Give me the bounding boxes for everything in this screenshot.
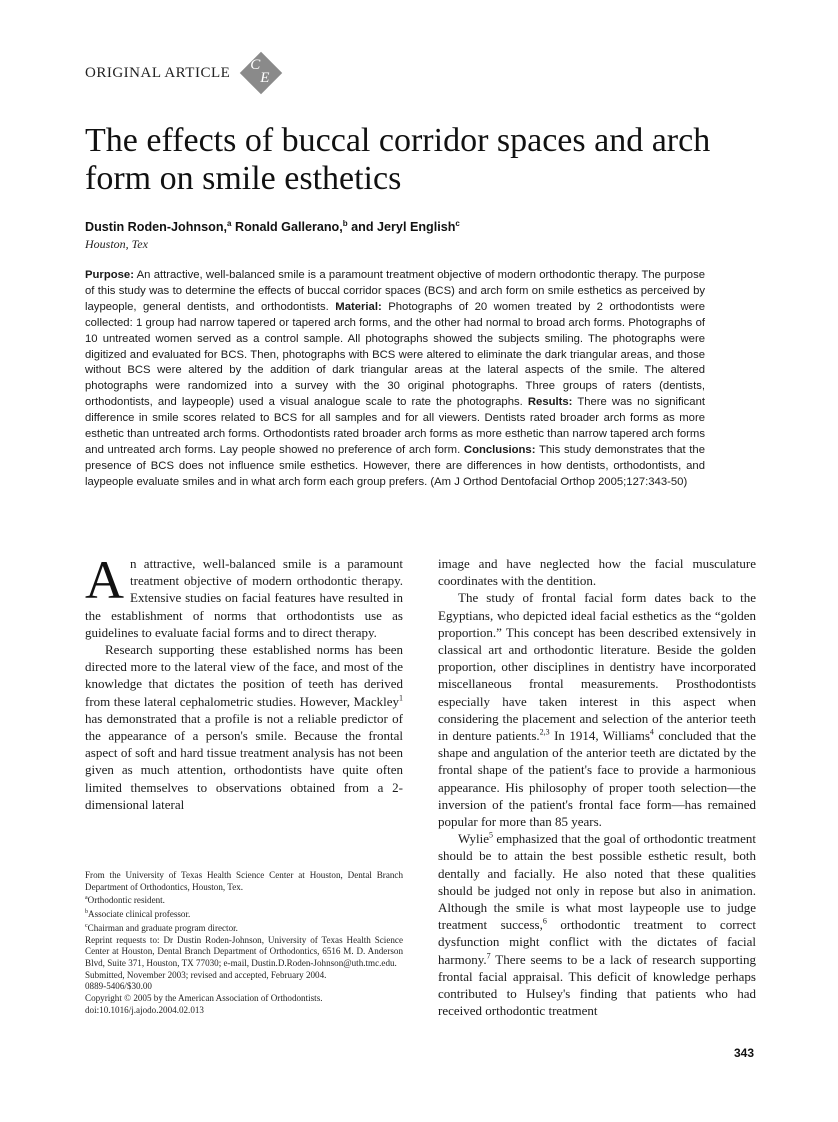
paragraph-text: has demonstrated that a profile is not a reliable predictor of the appearance of a person's smile. Because the frontal aspect of soft and hard tissue treatment analysis has not been given as much attention, orthodontists have quite often limited themselves to observations obtained from a 2-dimensional lateral [85,710,403,812]
article-header [85,50,282,96]
abstract-results-text: There was no significant difference in smile scores related to BCS for all samples and for all viewers. Dentists rated broader arch forms as more esthetic than untreated arch forms. Orthodontists rated broader arch forms as more esthetic than narrow tapered arch forms and untreated arch forms. Lay people showed no preference of arch form. [85,396,705,456]
article-title: The effects of buccal corridor spaces and arch form on smile esthetics [85,122,711,197]
citation[interactable]: 1 [399,693,403,703]
ce-logo-icon [240,52,282,94]
author-3: and Jeryl English [347,220,456,235]
abstract-conclusions-label: Conclusions: [463,443,536,456]
author-2-affiliation: b [342,219,348,228]
author-2: Ronald Gallerano, [231,220,343,235]
body-paragraph [85,550,403,641]
citation[interactable]: 2,3 [539,727,550,737]
abstract-material-text: Photographs of 20 women treated by 2 orthodontists were collected: 1 group had narrow tapered or tapered arch forms, and the other had normal to broad arch forms. Photographs of 10 untreated women served as a control sample. All photographs showed the subjects smiling. The photographs were digitized and evaluated for BCS. Then, photographs with BCS were altered to eliminate the dark triangular areas, and those without BCS were altered by the addition of dark triangular areas at the lateral aspects of the smile. The altered photographs were randomized into a survey with the 30 original photographs. Three groups of raters (dentists, orthodontists, and laypeople) used a visual analogue scale to rate the photographs. [85,300,705,409]
drop-cap: A [85,550,124,610]
footnote-marker: a [85,895,88,902]
footnote-affiliation: From the University of Texas Health Science Center at Houston, Dental Branch Department of Orthodontics, Houston, Tex. [85,870,403,892]
section-label: ORIGINAL ARTICLE [85,64,231,81]
body-paragraph: image and have neglected how the facial musculature coordinates with the dentition. [438,556,756,589]
author-list [85,219,460,234]
footnote [85,893,403,907]
footnote-marker: c [85,922,88,929]
abstract-results-label: Results: [527,396,573,409]
footnote-marker: b [85,909,88,916]
paragraph-text: In 1914, Williams [549,728,650,744]
paragraph-text: There seems to be a lack of research supporting frontal facial appraisal. This deficit of knowledge perhaps contributed to Hulsey's finding that patients who had received orthodontic treatment [438,951,756,1019]
footnote-issn: 0889-5406/$30.00 [85,981,152,992]
body-paragraph [438,589,756,830]
body-column-right [438,555,756,1019]
footnote-text: Chairman and graduate program director. [87,922,238,933]
ce-logo-c: C [250,57,261,73]
footnote [85,907,403,921]
footnote-text: Associate clinical professor. [88,909,191,920]
author-3-affiliation: c [455,219,460,228]
author-1-affiliation: a [227,219,232,228]
paragraph-text: orthodontic treatment to correct dysfunction might conflict with the dictates of facial harmony. [438,917,757,967]
paragraph-text: concluded that the shape and angulation of the anterior teeth are dictated by the frontal shape of the patient's face to provide a harmonious appearance. His philosophy of proper tooth selection—the inversion of the patient's frontal face form—has remained popular for more than 85 years. [438,728,756,830]
paragraph-text: Research supporting these established norms has been directed more to the lateral view of the face, and most of the knowledge that dictates the position of teeth has derived from these lateral cephalometric studies. However, Mackley [85,642,403,709]
footnote-reprint: Reprint requests to: Dr Dustin Roden-Johnson, University of Texas Health Science Center at Houston, Dental Branch Department of Orthodontics, 6516 M. D. Anderson Blvd, Suite 371, Houston, TX 77030; e-mail, Dustin.D.Roden-Johnson@uth.tmc.edu. [85,934,403,969]
author-location: Houston, Tex [85,237,148,251]
body-paragraph [438,830,756,1019]
paragraph-text: emphasized that the goal of orthodontic treatment should be to attain the best possible esthetic result, both dentally and facially. He also noted that these qualities should be judged not only in repose but also in animation. Although the smile is what most laypeople use to judge treatment success, [438,831,756,933]
abstract-conclusions-text: This study demonstrates that the presence of BCS does not influence smile esthetics. However, there are differences in how dentists, orthodontists, and laypeople evaluate smiles and in what arch form each group prefers. (Am J Orthod Dentofacial Orthop 2005;127:343-50) [85,443,706,488]
paragraph-text: Wylie [458,831,489,847]
author-1: Dustin Roden-Johnson, [85,220,228,235]
abstract-purpose-text: An attractive, well-balanced smile is a paramount treatment objective of modern orthodontic therapy. The purpose of this study was to determine the effects of buccal corridor spaces (BCS) and arch form on smile esthetics as perceived by laypeople, general dentists, and orthodontists. [85,269,705,313]
paragraph-text: n attractive, well-balanced smile is a paramount treatment objective of modern orthodontic therapy. Extensive studies on facial features have resulted in the establishment of norms that orthodontists use as guidelines to evaluate facial forms and to direct therapy. [85,556,403,640]
footnote [85,921,403,935]
footnotes [85,870,403,1017]
footnote-text: Orthodontic resident. [87,895,165,906]
abstract-material-label: Material: [335,300,382,313]
paragraph-text: The study of frontal facial form dates back to the Egyptians, who depicted ideal facial esthetics as the “golden proportion.” This concept has been described extensively in classical art and orthodontic literature. Beside the golden proportion, other disciplines in dentistry have incorporated miscellaneous frontal measurements. Prosthodontists especially have taken interest in this aspect when considering the placement and selection of the anterior teeth in denture patients. [438,590,756,744]
footnote-doi[interactable]: doi:10.1016/j.ajodo.2004.02.013 [85,1004,204,1015]
body-paragraph [85,641,403,813]
citation[interactable]: 5 [488,830,493,840]
citation[interactable]: 6 [542,916,547,926]
body-column-left [85,550,403,813]
footnote-copyright: Copyright © 2005 by the American Association of Orthodontists. [85,993,323,1004]
citation[interactable]: 7 [486,951,491,961]
page-number: 343 [734,1046,755,1060]
footnote-submitted: Submitted, November 2003; revised and accepted, February 2004. [85,969,327,980]
abstract [85,268,705,491]
ce-logo-e: E [260,70,270,86]
citation[interactable]: 4 [649,727,654,737]
abstract-purpose-label: Purpose: [85,269,134,281]
